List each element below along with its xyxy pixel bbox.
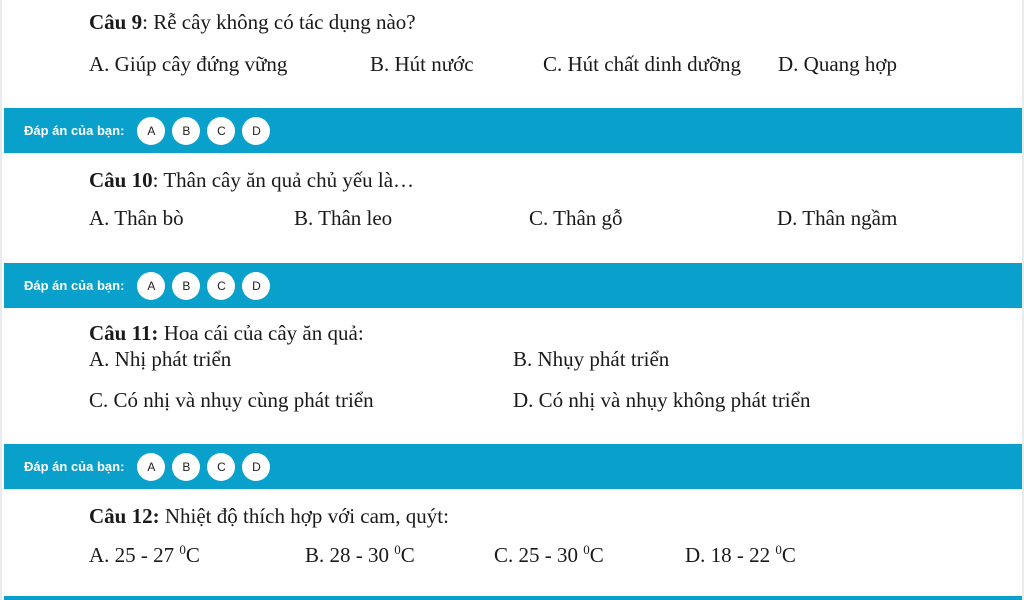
option-a: A. Nhị phát triển — [89, 347, 232, 371]
option-d: D. Quang hợp — [778, 52, 898, 76]
option-a — [89, 542, 200, 568]
answer-choice-a[interactable]: A — [137, 117, 165, 145]
option-c: C. Thân gỗ — [529, 206, 623, 230]
question-text: : Rễ cây không có tác dụng nào? — [142, 10, 416, 34]
option-unit: C — [781, 543, 796, 567]
answer-choice-b[interactable]: B — [172, 272, 200, 300]
option-b: B. Nhụy phát triển — [513, 347, 670, 371]
answer-bar-11 — [4, 444, 1022, 489]
option-c — [494, 542, 604, 568]
option-value: D. 18 - 22 — [685, 543, 776, 567]
answer-choice-c[interactable]: C — [207, 453, 235, 481]
question-label: Câu 11: — [89, 321, 159, 345]
option-a: A. Giúp cây đứng vững — [89, 52, 288, 76]
option-c: C. Hút chất dinh dưỡng — [543, 52, 742, 76]
option-d — [685, 542, 796, 568]
answer-bar-9 — [4, 108, 1022, 153]
option-value: B. 28 - 30 — [305, 543, 395, 567]
answer-bar-12-edge — [4, 596, 1022, 600]
option-b: B. Thân leo — [294, 206, 393, 230]
answer-choice-a[interactable]: A — [137, 453, 165, 481]
question-title — [89, 10, 416, 35]
option-unit: C — [185, 543, 200, 567]
option-b — [305, 542, 415, 568]
degree-superscript: 0 — [775, 542, 782, 557]
answer-choice-c[interactable]: C — [207, 117, 235, 145]
question-text: Nhiệt độ thích hợp với cam, quýt: — [159, 504, 449, 528]
option-value: C. 25 - 30 — [494, 543, 584, 567]
question-text: Hoa cái của cây ăn quả: — [158, 321, 364, 345]
question-label: Câu 9 — [89, 10, 143, 34]
option-unit: C — [400, 543, 415, 567]
answer-choice-a[interactable]: A — [137, 272, 165, 300]
answer-choice-d[interactable]: D — [242, 117, 270, 145]
option-value: A. 25 - 27 — [89, 543, 180, 567]
answer-label: Đáp án của bạn: — [24, 123, 125, 138]
answer-label: Đáp án của bạn: — [24, 278, 125, 293]
question-title — [89, 168, 414, 193]
option-c: C. Có nhị và nhụy cùng phát triển — [89, 388, 374, 412]
option-d: D. Có nhị và nhụy không phát triển — [513, 388, 811, 412]
answer-choice-d[interactable]: D — [242, 272, 270, 300]
question-label: Câu 10 — [89, 168, 153, 192]
option-d: D. Thân ngầm — [777, 206, 898, 230]
degree-superscript: 0 — [179, 542, 186, 557]
option-a: A. Thân bò — [89, 206, 184, 230]
answer-choice-b[interactable]: B — [172, 453, 200, 481]
answer-choice-c[interactable]: C — [207, 272, 235, 300]
answer-choice-b[interactable]: B — [172, 117, 200, 145]
quiz-page — [2, 0, 1022, 600]
question-text: : Thân cây ăn quả chủ yếu là… — [152, 168, 415, 192]
option-b: B. Hút nước — [370, 52, 474, 76]
question-title — [89, 321, 364, 346]
degree-superscript: 0 — [583, 542, 590, 557]
answer-choice-d[interactable]: D — [242, 453, 270, 481]
option-unit: C — [589, 543, 604, 567]
degree-superscript: 0 — [394, 542, 401, 557]
answer-bar-10 — [4, 263, 1022, 308]
question-label: Câu 12: — [89, 504, 160, 528]
answer-label: Đáp án của bạn: — [24, 459, 125, 474]
question-title — [89, 504, 449, 529]
